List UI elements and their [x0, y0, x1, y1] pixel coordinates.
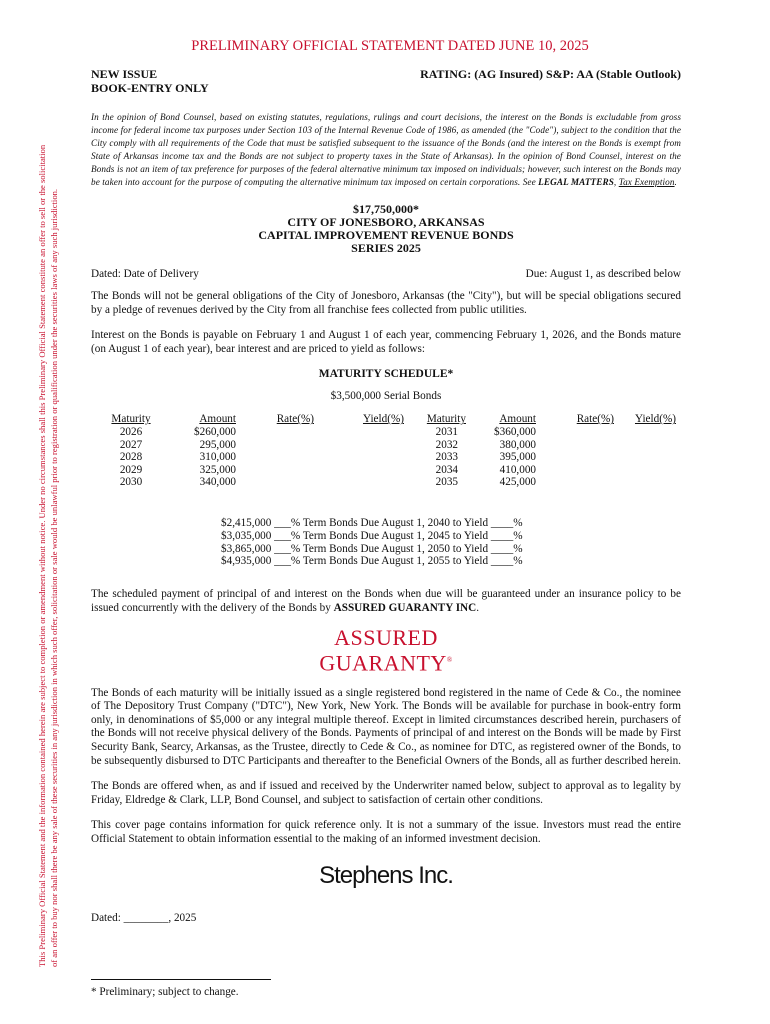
maturity-cell: 2028: [119, 451, 143, 464]
table-row: [106, 476, 676, 489]
rating-label: RATING: (AG Insured) S&P: AA (Stable Outlook): [420, 67, 681, 81]
document-title: PRELIMINARY OFFICIAL STATEMENT DATED JUNE 10, 2025: [191, 38, 589, 54]
issuer-name: CITY OF JONESBORO, ARKANSAS: [287, 215, 485, 229]
cover-page: [91, 38, 681, 1000]
insurance-paragraph: [91, 588, 681, 615]
maturity-cell: 2029: [119, 463, 143, 476]
col-yield-2: Yield(%): [634, 413, 676, 426]
col-rate: Rate(%): [276, 413, 314, 426]
insurance-end: .: [476, 601, 480, 614]
side-disclaimer-line1: This Preliminary Official Statement and the information contained herein are subject to completion or amendment without notice. Under no circumstances shall this Preliminary Official Statement constitute an offer to sell or the solicitation: [37, 144, 47, 967]
offering-paragraph: The Bonds are offered when, as and if issued and received by the Underwriter named below, subject to approval as to legality by Friday, Eldredge & Clark, LLP, Bond Counsel, and subject to satisfaction of certain other conditions.: [91, 780, 681, 806]
amount-cell: 395,000: [499, 451, 536, 464]
amount-cell: $360,000: [494, 425, 536, 438]
amount-cell: 325,000: [199, 463, 236, 476]
table-row: [106, 451, 676, 464]
dated-text: Dated: Date of Delivery: [91, 268, 199, 280]
table-row: [106, 426, 676, 439]
cover-page-paragraph: This cover page contains information for quick reference only. It is not a summary of the issue. Investors must read the entire Official Statement to obtain information essential to the making of an informed investment decision.: [91, 819, 681, 845]
serial-bonds-label: $3,500,000 Serial Bonds: [330, 390, 442, 403]
registered-mark: ®: [446, 656, 453, 665]
logo-line2: [91, 649, 681, 674]
table-row: [106, 439, 676, 452]
side-disclaimer: [36, 17, 60, 967]
maturity-cell: 2033: [435, 451, 458, 464]
maturity-cell: 2034: [435, 463, 458, 476]
issue-amount: $17,750,000*: [353, 202, 419, 216]
term-bond-line: $3,865,000 ___% Term Bonds Due August 1, 2050 to Yield ____%: [221, 542, 523, 555]
footnote-divider: [91, 979, 271, 980]
term-bond-line: $4,935,000 ___% Term Bonds Due August 1, 2055 to Yield ____%: [221, 555, 523, 568]
amount-cell: 425,000: [499, 476, 536, 489]
new-issue-label: NEW ISSUE: [91, 67, 158, 81]
tax-opinion: [91, 111, 681, 189]
logo-line2-text: GUARANTY: [319, 650, 447, 676]
maturity-cell: 2032: [435, 438, 458, 451]
maturity-cell: 2030: [119, 476, 143, 489]
col-amount: Amount: [199, 413, 236, 426]
logo-line1: ASSURED: [334, 625, 438, 651]
bond-title-block: [91, 203, 681, 255]
date-row: [91, 268, 681, 280]
maturity-schedule-title: MATURITY SCHEDULE*: [318, 368, 454, 381]
legal-matters-ref: LEGAL MATTERS: [538, 177, 614, 187]
tax-opinion-text: In the opinion of Bond Counsel, based on existing statutes, regulations, rulings and court decisions, the interest on the Bonds is excludable from gross income for federal income tax purposes under Section 103 of the Internal Revenue Code of 1986, as amended (the "Code"), subject to the condition that the City comply with all requirements of the Code that must be satisfied subsequent to the issuance of the Bonds (and the interest on the Bonds is exempt from State of Arkansas income tax and the Bonds are not subject to property taxes in the State of Arkansas). In the opinion of Bond Counsel, interest on the Bonds is not an item of tax preference for purposes of the federal alternative minimum tax imposed on individuals; however, such interest on the Bonds may be taken into account for the purpose of computing the alternative minimum tax imposed on certain corporations. See: [91, 112, 681, 187]
book-entry-label: BOOK-ENTRY ONLY: [91, 81, 209, 95]
table-row: [106, 464, 676, 477]
bond-name: CAPITAL IMPROVEMENT REVENUE BONDS: [258, 228, 514, 242]
term-bond-line: $3,035,000 ___% Term Bonds Due August 1, 2045 to Yield ____%: [221, 529, 523, 542]
interest-paragraph: Interest on the Bonds is payable on February 1 and August 1 of each year, commencing February 1, 2026, and the Bonds mature (on August 1 of each year), bear interest and are priced to yield as follows:: [91, 329, 681, 355]
maturity-table: [106, 413, 676, 489]
ref-separator: ,: [613, 177, 619, 187]
amount-cell: 410,000: [499, 463, 536, 476]
series-name: SERIES 2025: [351, 241, 421, 255]
col-yield: Yield(%): [362, 413, 404, 426]
obligation-paragraph: The Bonds will not be general obligations of the City of Jonesboro, Arkansas (the "City"), but will be special obligations secured by a pledge of revenues derived by the City from all franchise fees collected from public utilities.: [91, 290, 681, 316]
assured-guaranty-logo: [91, 627, 681, 674]
maturity-cell: 2035: [435, 476, 458, 489]
underwriter-logo: Stephens Inc.: [319, 861, 453, 889]
insurer-name: ASSURED GUARANTY INC: [333, 601, 477, 614]
maturity-table-header: [106, 413, 676, 426]
ref-end: .: [674, 177, 677, 187]
insurance-text: The scheduled payment of principal of and interest on the Bonds when due will be guaranteed under an insurance policy to be issued concurrently with the delivery of the Bonds by: [91, 588, 681, 614]
dtc-paragraph: The Bonds of each maturity will be initially issued as a single registered bond registered in the name of Cede & Co., the nominee of The Depository Trust Company ("DTC"), New York, New York. The Bonds will be available for purchase in book-entry form only, in denominations of $5,000 or any integral multiple thereof. Except in limited circumstances described herein, purchasers of the Bonds will not receive physical delivery of the Bonds. Payments of principal of and interest on the Bonds will be made by First Security Bank, Searcy, Arkansas, as the Trustee, directly to Cede & Co., as nominee for DTC, as registered owner of the Bonds, to be subsequently disbursed to DTC Participants and thereafter to the Beneficial Owners of the Bonds, all as further described herein.: [91, 686, 681, 767]
signature-date: Dated: ________, 2025: [91, 911, 197, 924]
maturity-cell: 2027: [119, 438, 143, 451]
col-maturity: Maturity: [111, 413, 151, 426]
maturity-cell: 2031: [435, 425, 458, 438]
amount-cell: $260,000: [194, 425, 236, 438]
col-rate-2: Rate(%): [576, 413, 614, 426]
tax-exemption-ref: Tax Exemption: [618, 177, 675, 187]
side-disclaimer-line2: of an offer to buy nor shall there be any sale of these securities in any jurisdiction in which such offer, solicitation or sale would be unlawful prior to registration or qualification under the securities laws of any such jurisdiction.: [49, 188, 59, 967]
term-bonds-list: [221, 517, 681, 568]
term-bond-line: $2,415,000 ___% Term Bonds Due August 1, 2040 to Yield ____%: [221, 516, 523, 529]
amount-cell: 295,000: [199, 438, 236, 451]
issue-header: [91, 67, 681, 95]
amount-cell: 380,000: [499, 438, 536, 451]
maturity-cell: 2026: [119, 425, 143, 438]
amount-cell: 310,000: [199, 451, 236, 464]
footnote: * Preliminary; subject to change.: [91, 986, 239, 999]
due-text: Due: August 1, as described below: [525, 268, 681, 280]
col-amount-2: Amount: [499, 413, 536, 426]
amount-cell: 340,000: [199, 476, 236, 489]
col-maturity-2: Maturity: [426, 413, 466, 426]
